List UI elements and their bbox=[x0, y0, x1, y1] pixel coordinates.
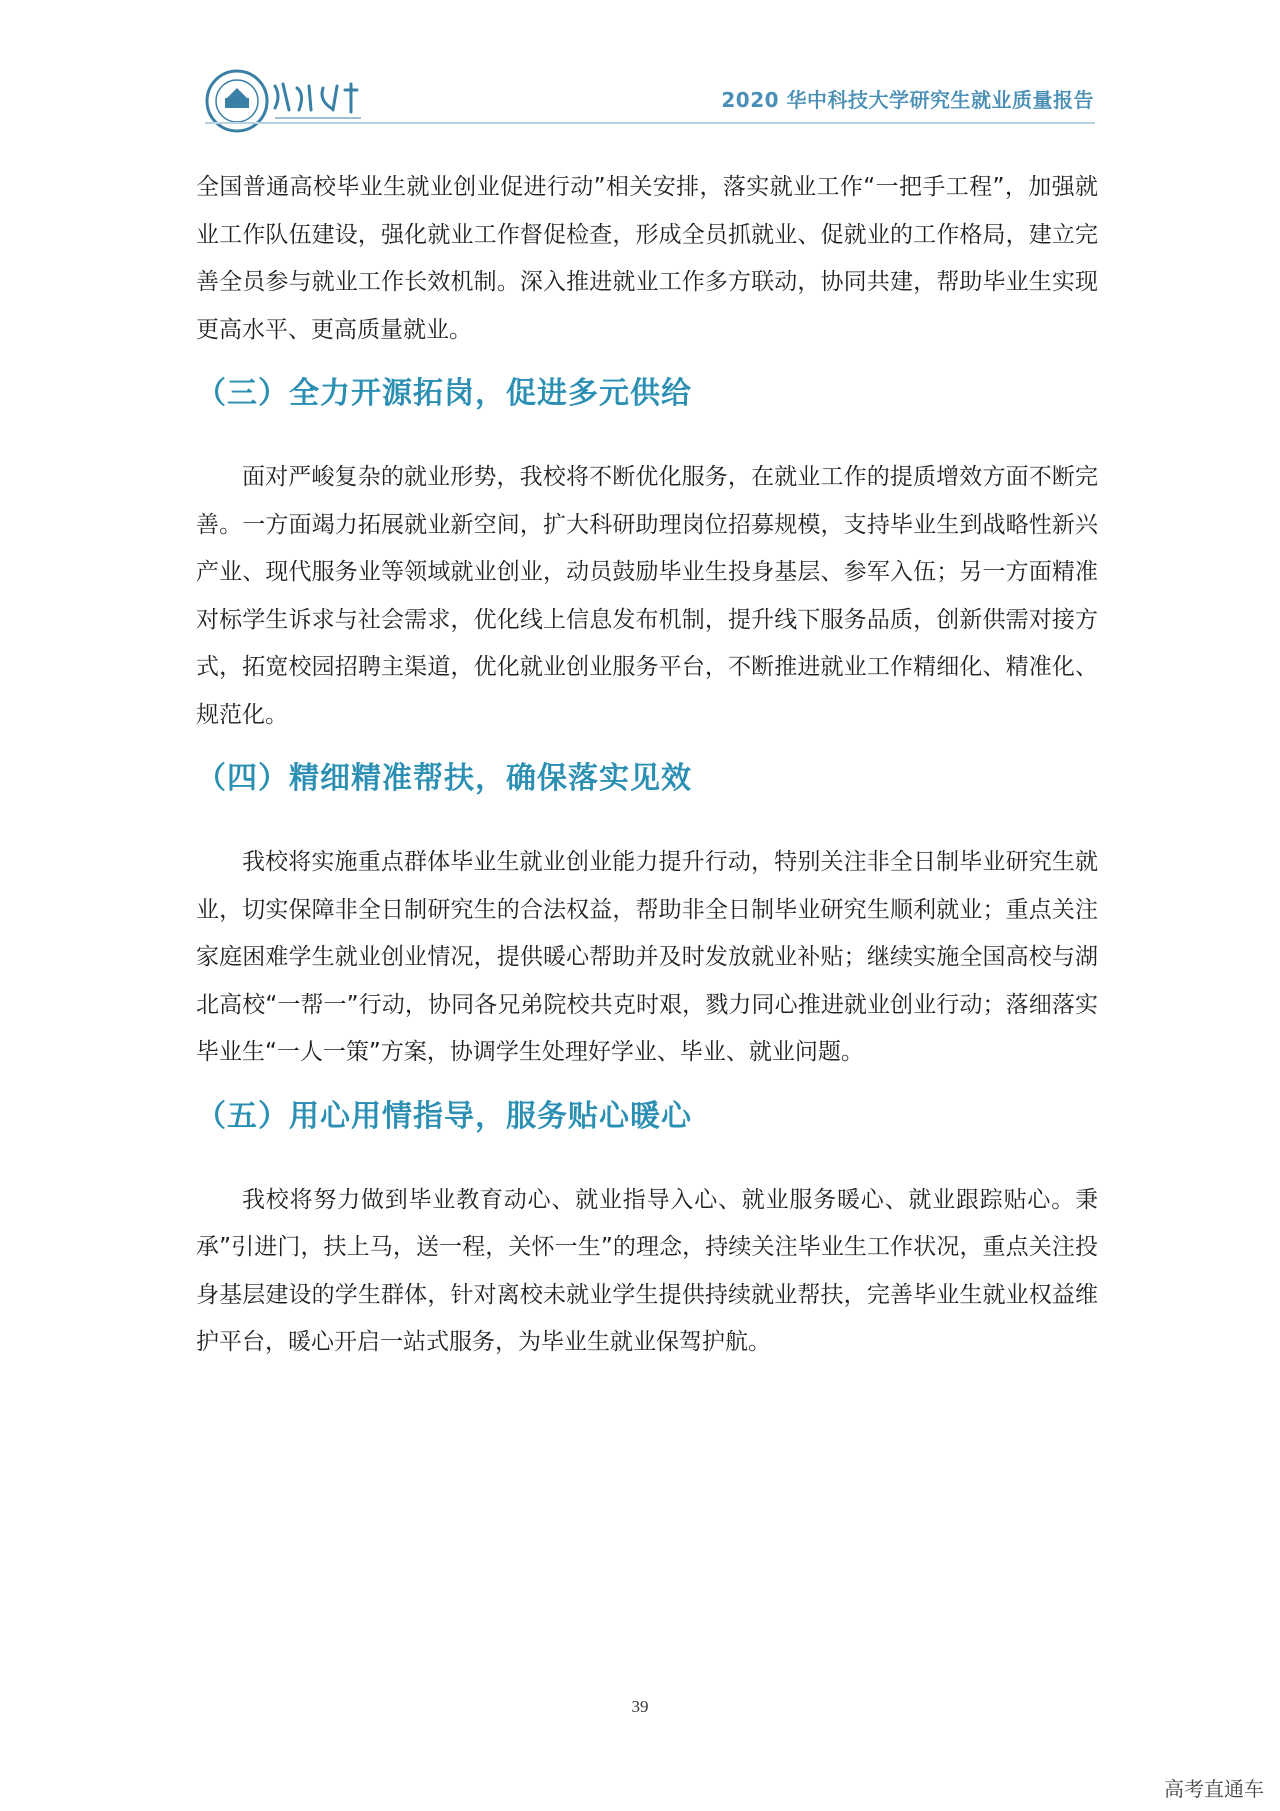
section-5-paragraph: 我校将努力做到毕业教育动心、就业指导入心、就业服务暖心、就业跟踪贴心。秉承”引进门，扶上马，送一程，关怀一生”的理念，持续关注毕业生工作状况，重点关注投身基层建设的学生群体，针对离校未就业学生提供持续就业帮扶，完善毕业生就业权益维护平台，暖心开启一站式服务，为毕业生就业保驾护航。 bbox=[196, 1186, 1098, 1355]
page-header bbox=[0, 0, 1280, 140]
source-watermark: 高考直通车 bbox=[1164, 1777, 1264, 1801]
intro-paragraph: 全国普通高校毕业生就业创业促进行动”相关安排，落实就业工作“一把手工程”，加强就业工作队伍建设，强化就业工作督促检查，形成全员抓就业、促就业的工作格局，建立完善全员参与就业工作长效机制。深入推进就业工作多方联动，协同共建，帮助毕业生实现更高水平、更高质量就业。 bbox=[196, 174, 1098, 343]
section-4-paragraph: 我校将实施重点群体毕业生就业创业能力提升行动，特别关注非全日制毕业研究生就业，切实保障非全日制研究生的合法权益，帮助非全日制毕业研究生顺利就业；重点关注家庭困难学生就业创业情况，提供暖心帮助并及时发放就业补贴；继续实施全国高校与湖北高校“一帮一”行动，协同各兄弟院校共克时艰，戮力同心推进就业创业行动；落细落实毕业生“一人一策”方案，协调学生处理好学业、毕业、就业问题。 bbox=[196, 849, 1098, 1065]
report-title: 2020 华中科技大学研究生就业质量报告 bbox=[721, 88, 1094, 112]
university-logo bbox=[205, 68, 385, 134]
section-3-heading: （三）全力开源拓岗，促进多元供给 bbox=[196, 376, 692, 411]
section-4-heading: （四）精细精准帮扶，确保落实见效 bbox=[196, 761, 692, 796]
section-5-heading: （五）用心用情指导，服务贴心暖心 bbox=[196, 1098, 692, 1134]
page-number: 39 bbox=[631, 1697, 649, 1716]
section-3-paragraph: 面对严峻复杂的就业形势，我校将不断优化服务，在就业工作的提质增效方面不断完善。一方面竭力拓展就业新空间，扩大科研助理岗位招募规模，支持毕业生到战略性新兴产业、现代服务业等领域就业创业，动员鼓励毕业生投身基层、参军入伍；另一方面精准对标学生诉求与社会需求，优化线上信息发布机制，提升线下服务品质，创新供需对接方式，拓宽校园招聘主渠道，优化就业创业服务平台，不断推进就业工作精细化、精准化、规范化。 bbox=[196, 464, 1098, 728]
header-divider bbox=[205, 122, 1095, 124]
page-body bbox=[196, 164, 1098, 1367]
